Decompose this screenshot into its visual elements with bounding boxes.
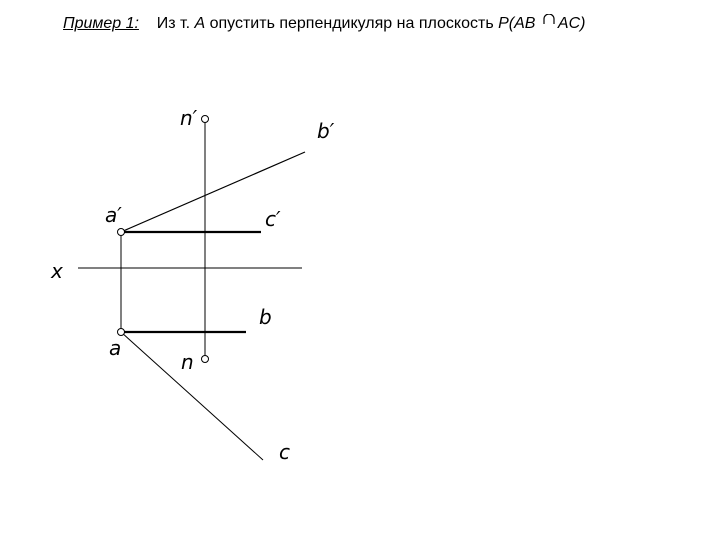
label-c: c — [279, 440, 290, 464]
plane-close: AC) — [557, 15, 586, 32]
point-a — [118, 329, 125, 336]
label-n: n — [181, 350, 194, 374]
point-n — [202, 356, 209, 363]
example-label: Пример 1: — [63, 15, 139, 32]
label-a: a — [109, 336, 122, 360]
point-name: A — [194, 15, 206, 32]
task-middle: опустить перпендикуляр на плоскость — [205, 15, 499, 32]
point-a-prime — [118, 229, 125, 236]
label-a-prime: a′ — [105, 203, 122, 227]
label-n-prime: n′ — [180, 106, 198, 130]
label-b: b — [259, 305, 272, 329]
label-x-axis: x — [51, 259, 63, 283]
task-prefix: Из т. — [156, 15, 195, 32]
point-n-prime — [202, 116, 209, 123]
label-b-prime: b′ — [317, 119, 335, 143]
label-c-prime: c′ — [265, 207, 281, 231]
plane-open: P(AB — [498, 15, 536, 32]
